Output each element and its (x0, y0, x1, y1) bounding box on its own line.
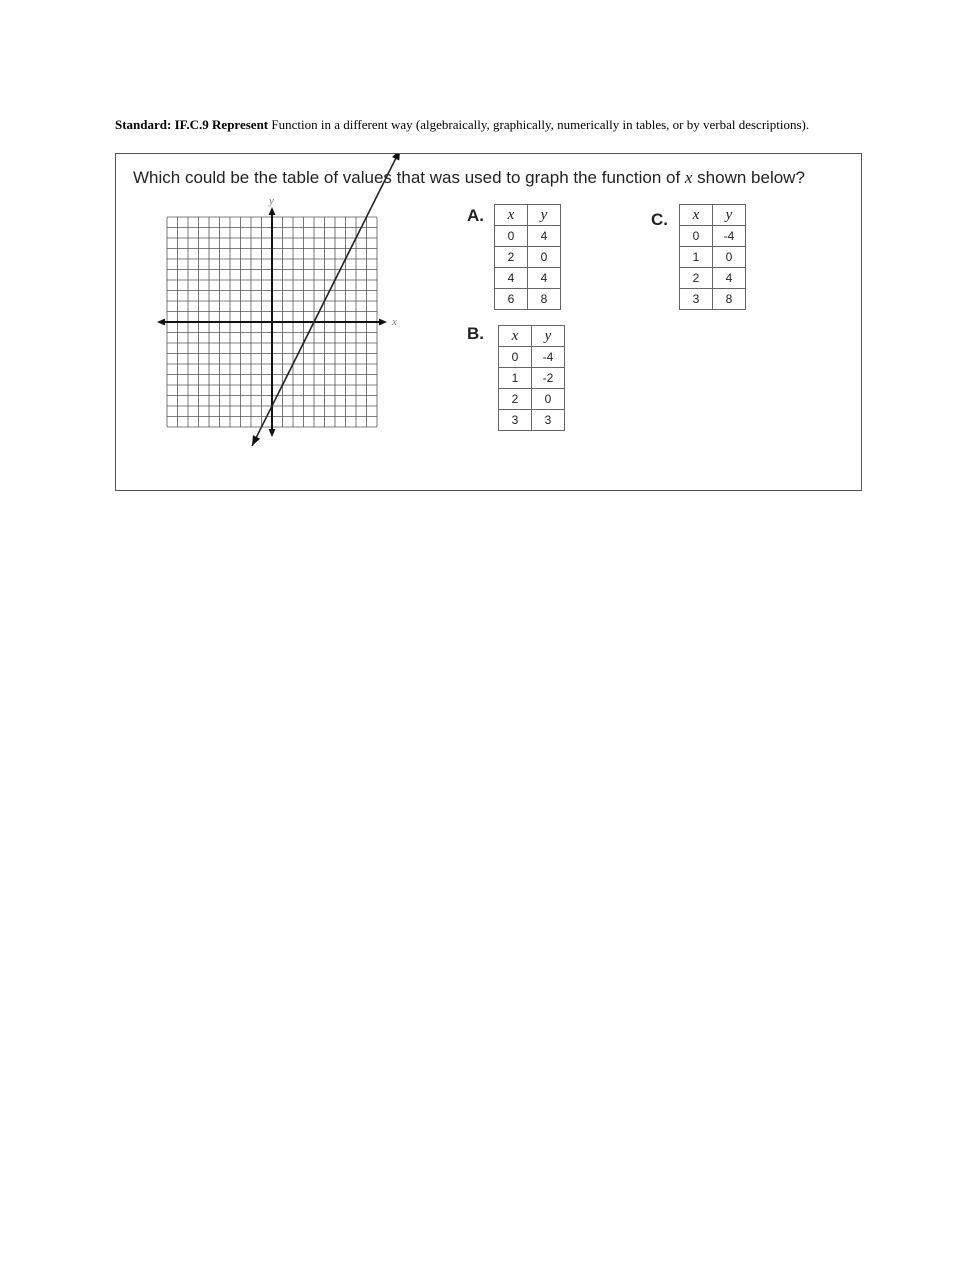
option-a-table (494, 204, 561, 310)
table-row: 0 4 (495, 226, 561, 247)
option-c-letter: C. (651, 210, 668, 229)
line-arrow-down (252, 435, 260, 446)
y-axis-label: y (269, 195, 274, 207)
question-text: Which could be the table of values that was used to graph the function of x shown below? (133, 168, 805, 187)
x-axis-arrow-left (157, 319, 165, 326)
table-row: 4 4 (495, 268, 561, 289)
option-b-letter: B. (467, 324, 484, 343)
table-header-x: x (495, 205, 528, 226)
option-a-letter: A. (467, 206, 484, 225)
question-variable: x (684, 168, 693, 187)
y-axis-arrow-up (269, 207, 276, 215)
y-axis-arrow-down (269, 429, 276, 437)
table-header-x: x (680, 205, 713, 226)
table-header-x: x (499, 326, 532, 347)
table-row: 1 0 (680, 247, 746, 268)
table-row: 3 3 (499, 410, 565, 431)
table-row: 2 0 (495, 247, 561, 268)
x-axis-arrow-right (379, 319, 387, 326)
table-header-y: y (532, 326, 565, 347)
table-row: 2 4 (680, 268, 746, 289)
table-row: 1 -2 (499, 368, 565, 389)
option-c-table (679, 204, 746, 310)
table-header-y: y (713, 205, 746, 226)
x-axis-label: x (392, 316, 397, 328)
table-header-y: y (528, 205, 561, 226)
function-line-segment (252, 154, 400, 446)
table-row: 2 0 (499, 389, 565, 410)
table-row: 0 -4 (680, 226, 746, 247)
table-row: 6 8 (495, 289, 561, 310)
function-line (252, 154, 400, 446)
table-row: 3 8 (680, 289, 746, 310)
graph-axes (157, 207, 387, 437)
standard-text (115, 116, 845, 134)
standard-description: Function in a different way (algebraically, graphically, numerically in tables, or by verbal descriptions). (268, 117, 810, 132)
option-b-table (498, 325, 565, 431)
standard-label: Standard: IF.C.9 Represent (115, 117, 269, 132)
coordinate-graph (116, 154, 416, 454)
question-figure (115, 153, 862, 491)
table-row: 0 -4 (499, 347, 565, 368)
